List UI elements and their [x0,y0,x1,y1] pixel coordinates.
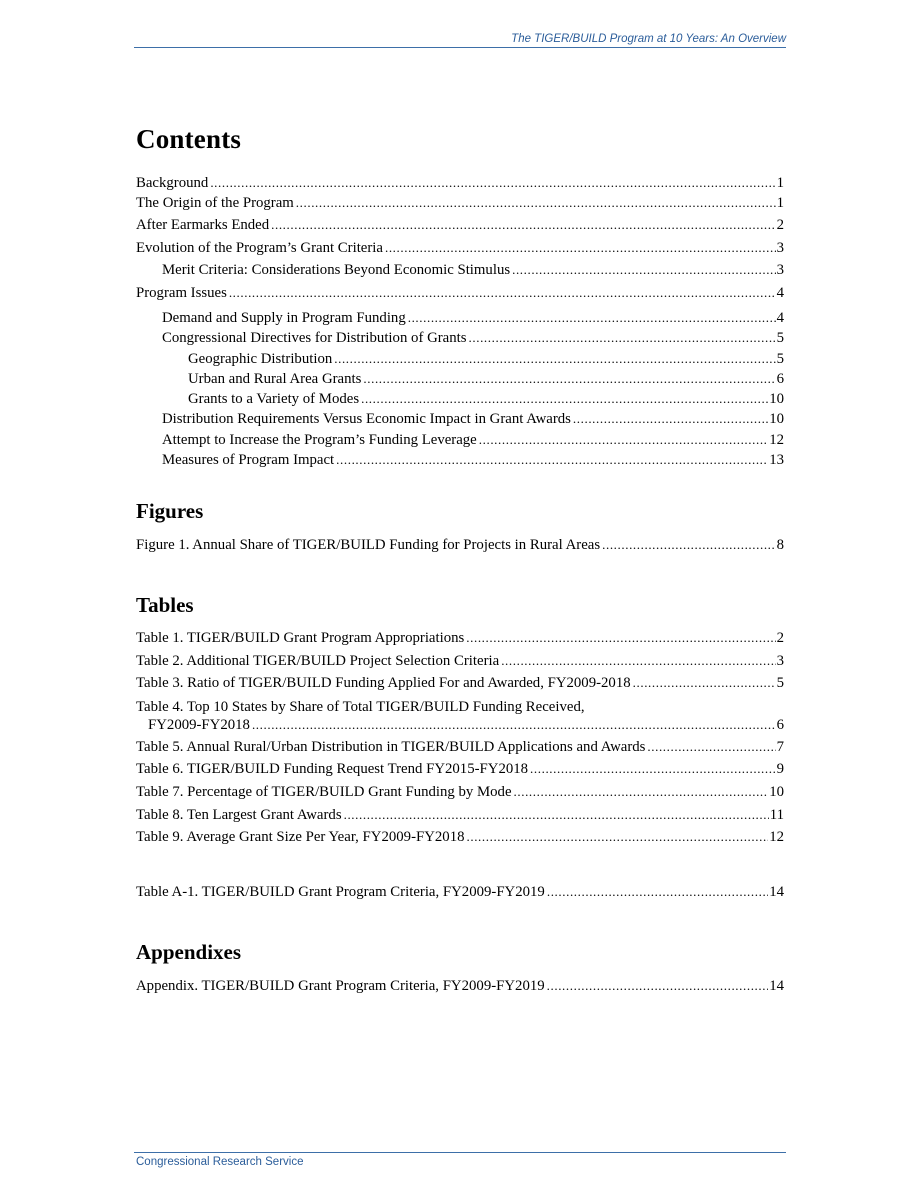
toc-entry-label[interactable]: Measures of Program Impact [162,452,335,469]
toc-entry-label[interactable]: Appendix. TIGER/BUILD Grant Program Criteria, FY2009-FY2019 [136,978,545,994]
toc-entry-program-impact[interactable] [136,450,784,470]
toc-entry-label[interactable]: Table 2. Additional TIGER/BUILD Project Selection Criteria [136,652,500,669]
toc-entry-label[interactable]: Table 6. TIGER/BUILD Funding Request Trend FY2015-FY2018 [136,761,529,778]
tables-heading: Tables [136,593,194,617]
dot-leader [633,672,776,695]
dot-leader [501,650,775,673]
dot-leader [363,369,775,388]
running-header: The TIGER/BUILD Program at 10 Years: An Overview [511,33,786,45]
toc-entry-table-2[interactable] [136,650,784,673]
dot-leader [512,260,775,280]
toc-entry-origin[interactable] [136,193,784,213]
toc-entry-continuation[interactable] [136,716,784,734]
toc-entry-grant-criteria[interactable] [136,238,784,258]
contents-list [136,173,784,303]
toc-entry-label[interactable]: Table 8. Ten Largest Grant Awards [136,806,342,823]
toc-page-number: 5 [776,330,784,347]
toc-entry-variety-modes[interactable] [136,389,784,409]
toc-entry-appendix[interactable] [136,976,784,996]
toc-entry-distribution-vs-impact[interactable] [136,409,784,429]
toc-page-number: 14 [769,884,784,900]
toc-page-number: 4 [776,310,784,326]
toc-entry-label[interactable]: Table 5. Annual Rural/Urban Distribution in TIGER/BUILD Applications and Awards [136,738,646,755]
dot-leader [514,781,769,804]
dot-leader [336,450,768,469]
dot-leader [602,535,775,555]
toc-entry-label[interactable]: Figure 1. Annual Share of TIGER/BUILD Funding for Projects in Rural Areas [136,537,601,553]
toc-page-number: 12 [769,829,784,846]
dot-leader [252,716,776,734]
toc-entry-label[interactable]: Table A-1. TIGER/BUILD Grant Program Criteria, FY2009-FY2019 [136,884,545,900]
toc-page-number: 5 [776,675,784,692]
toc-page-number: 3 [776,262,784,278]
toc-page-number: 13 [769,452,784,469]
dot-leader [296,193,776,213]
toc-page-number: 11 [769,806,784,823]
toc-entry-label[interactable]: Evolution of the Program’s Grant Criteria [136,240,383,256]
toc-page-number: 5 [776,350,784,367]
header-rule [134,47,786,48]
appendix-tables-list [136,882,784,902]
toc-entry-label[interactable]: Congressional Directives for Distribution of Grants [162,330,467,347]
toc-entry-label[interactable]: Program Issues [136,285,227,301]
toc-page-number: 2 [776,630,784,646]
dot-leader [469,328,776,347]
dot-leader [408,308,776,327]
toc-entry-funding-leverage[interactable] [136,430,784,450]
toc-entry-table-8[interactable] [136,804,784,827]
toc-entry-table-9[interactable] [136,826,784,849]
toc-entry-background[interactable] [136,173,784,193]
dot-leader [530,758,776,781]
dot-leader [361,389,768,408]
toc-entry-label-cont[interactable]: FY2009-FY2018 [148,716,250,733]
dot-leader [334,349,775,368]
toc-page-number: 3 [776,652,784,669]
dot-leader [647,736,775,759]
toc-page-number: 10 [769,411,784,428]
figures-heading: Figures [136,499,204,523]
dot-leader [271,215,775,235]
toc-entry-table-7[interactable] [136,781,784,804]
toc-entry-label[interactable]: Demand and Supply in Program Funding [162,310,406,326]
toc-entry-label[interactable]: Geographic Distribution [188,350,333,367]
dot-leader [229,283,776,303]
toc-page-number: 1 [776,175,784,191]
toc-page-number: 14 [769,978,784,994]
dot-leader [547,976,769,996]
toc-page-number: 4 [776,285,784,301]
toc-entry-table-4[interactable] [136,695,784,736]
toc-entry-label[interactable]: Table 9. Average Grant Size Per Year, FY2009-FY2018 [136,829,465,846]
toc-entry-label[interactable]: Table 1. TIGER/BUILD Grant Program Appropriations [136,630,465,646]
toc-page-number: 2 [776,217,784,233]
toc-entry-label[interactable]: Grants to a Variety of Modes [188,391,360,408]
toc-entry-label[interactable]: Urban and Rural Area Grants [188,370,362,387]
dot-leader [344,804,769,827]
toc-entry-table-a1[interactable] [136,882,784,902]
toc-entry-program-issues[interactable] [136,283,784,303]
toc-page-number: 12 [769,431,784,448]
dot-leader [466,627,775,650]
toc-page-number: 7 [776,738,784,755]
footer-rule [134,1152,786,1153]
dot-leader [385,238,776,258]
dot-leader [573,409,768,428]
contents-heading: Contents [136,124,242,154]
appendixes-list [136,976,784,996]
footer-text: Congressional Research Service [136,1156,304,1168]
toc-entry-demand-supply[interactable] [136,308,784,328]
toc-page-number: 10 [769,783,784,800]
toc-entry-label[interactable]: Attempt to Increase the Program’s Funding Leverage [162,431,477,448]
toc-entry-table-5[interactable] [136,736,784,759]
toc-entry-label[interactable]: Table 4. Top 10 States by Share of Total TIGER/BUILD Funding Received, [136,698,585,715]
toc-entry-congressional-directives[interactable] [136,328,784,348]
dot-leader [467,826,769,849]
toc-entry-label[interactable]: Table 3. Ratio of TIGER/BUILD Funding Applied For and Awarded, FY2009-2018 [136,675,631,692]
toc-page-number: 6 [776,716,784,733]
toc-page-number: 1 [776,195,784,211]
toc-entry-urban-rural[interactable] [136,369,784,389]
toc-entry-label[interactable]: The Origin of the Program [136,195,294,211]
appendixes-heading: Appendixes [136,940,242,964]
toc-entry-label[interactable]: Table 7. Percentage of TIGER/BUILD Grant Funding by Mode [136,783,512,800]
toc-entry-after-earmarks[interactable] [136,215,784,235]
figures-list [136,535,784,555]
toc-page-number: 8 [776,537,784,553]
toc-entry-label[interactable]: Distribution Requirements Versus Economic Impact in Grant Awards [162,411,571,428]
toc-entry-geographic[interactable] [136,349,784,369]
toc-page-number: 3 [776,240,784,256]
toc-page-number: 9 [776,761,784,778]
toc-entry-table-6[interactable] [136,758,784,781]
toc-entry-label[interactable]: After Earmarks Ended [136,217,270,233]
toc-page-number: 10 [769,391,784,408]
toc-page-number: 6 [776,370,784,387]
toc-entry-label[interactable]: Background [136,175,209,191]
dot-leader [210,173,775,193]
toc-entry-figure-1[interactable] [136,535,784,555]
dot-leader [479,430,768,449]
tables-list [136,627,784,849]
toc-entry-table-1[interactable] [136,627,784,650]
toc-entry-merit-criteria[interactable] [136,260,784,280]
toc-entry-label[interactable]: Merit Criteria: Considerations Beyond Economic Stimulus [162,262,511,278]
dot-leader [547,882,768,902]
contents-sublist [136,308,784,470]
toc-entry-table-3[interactable] [136,672,784,695]
